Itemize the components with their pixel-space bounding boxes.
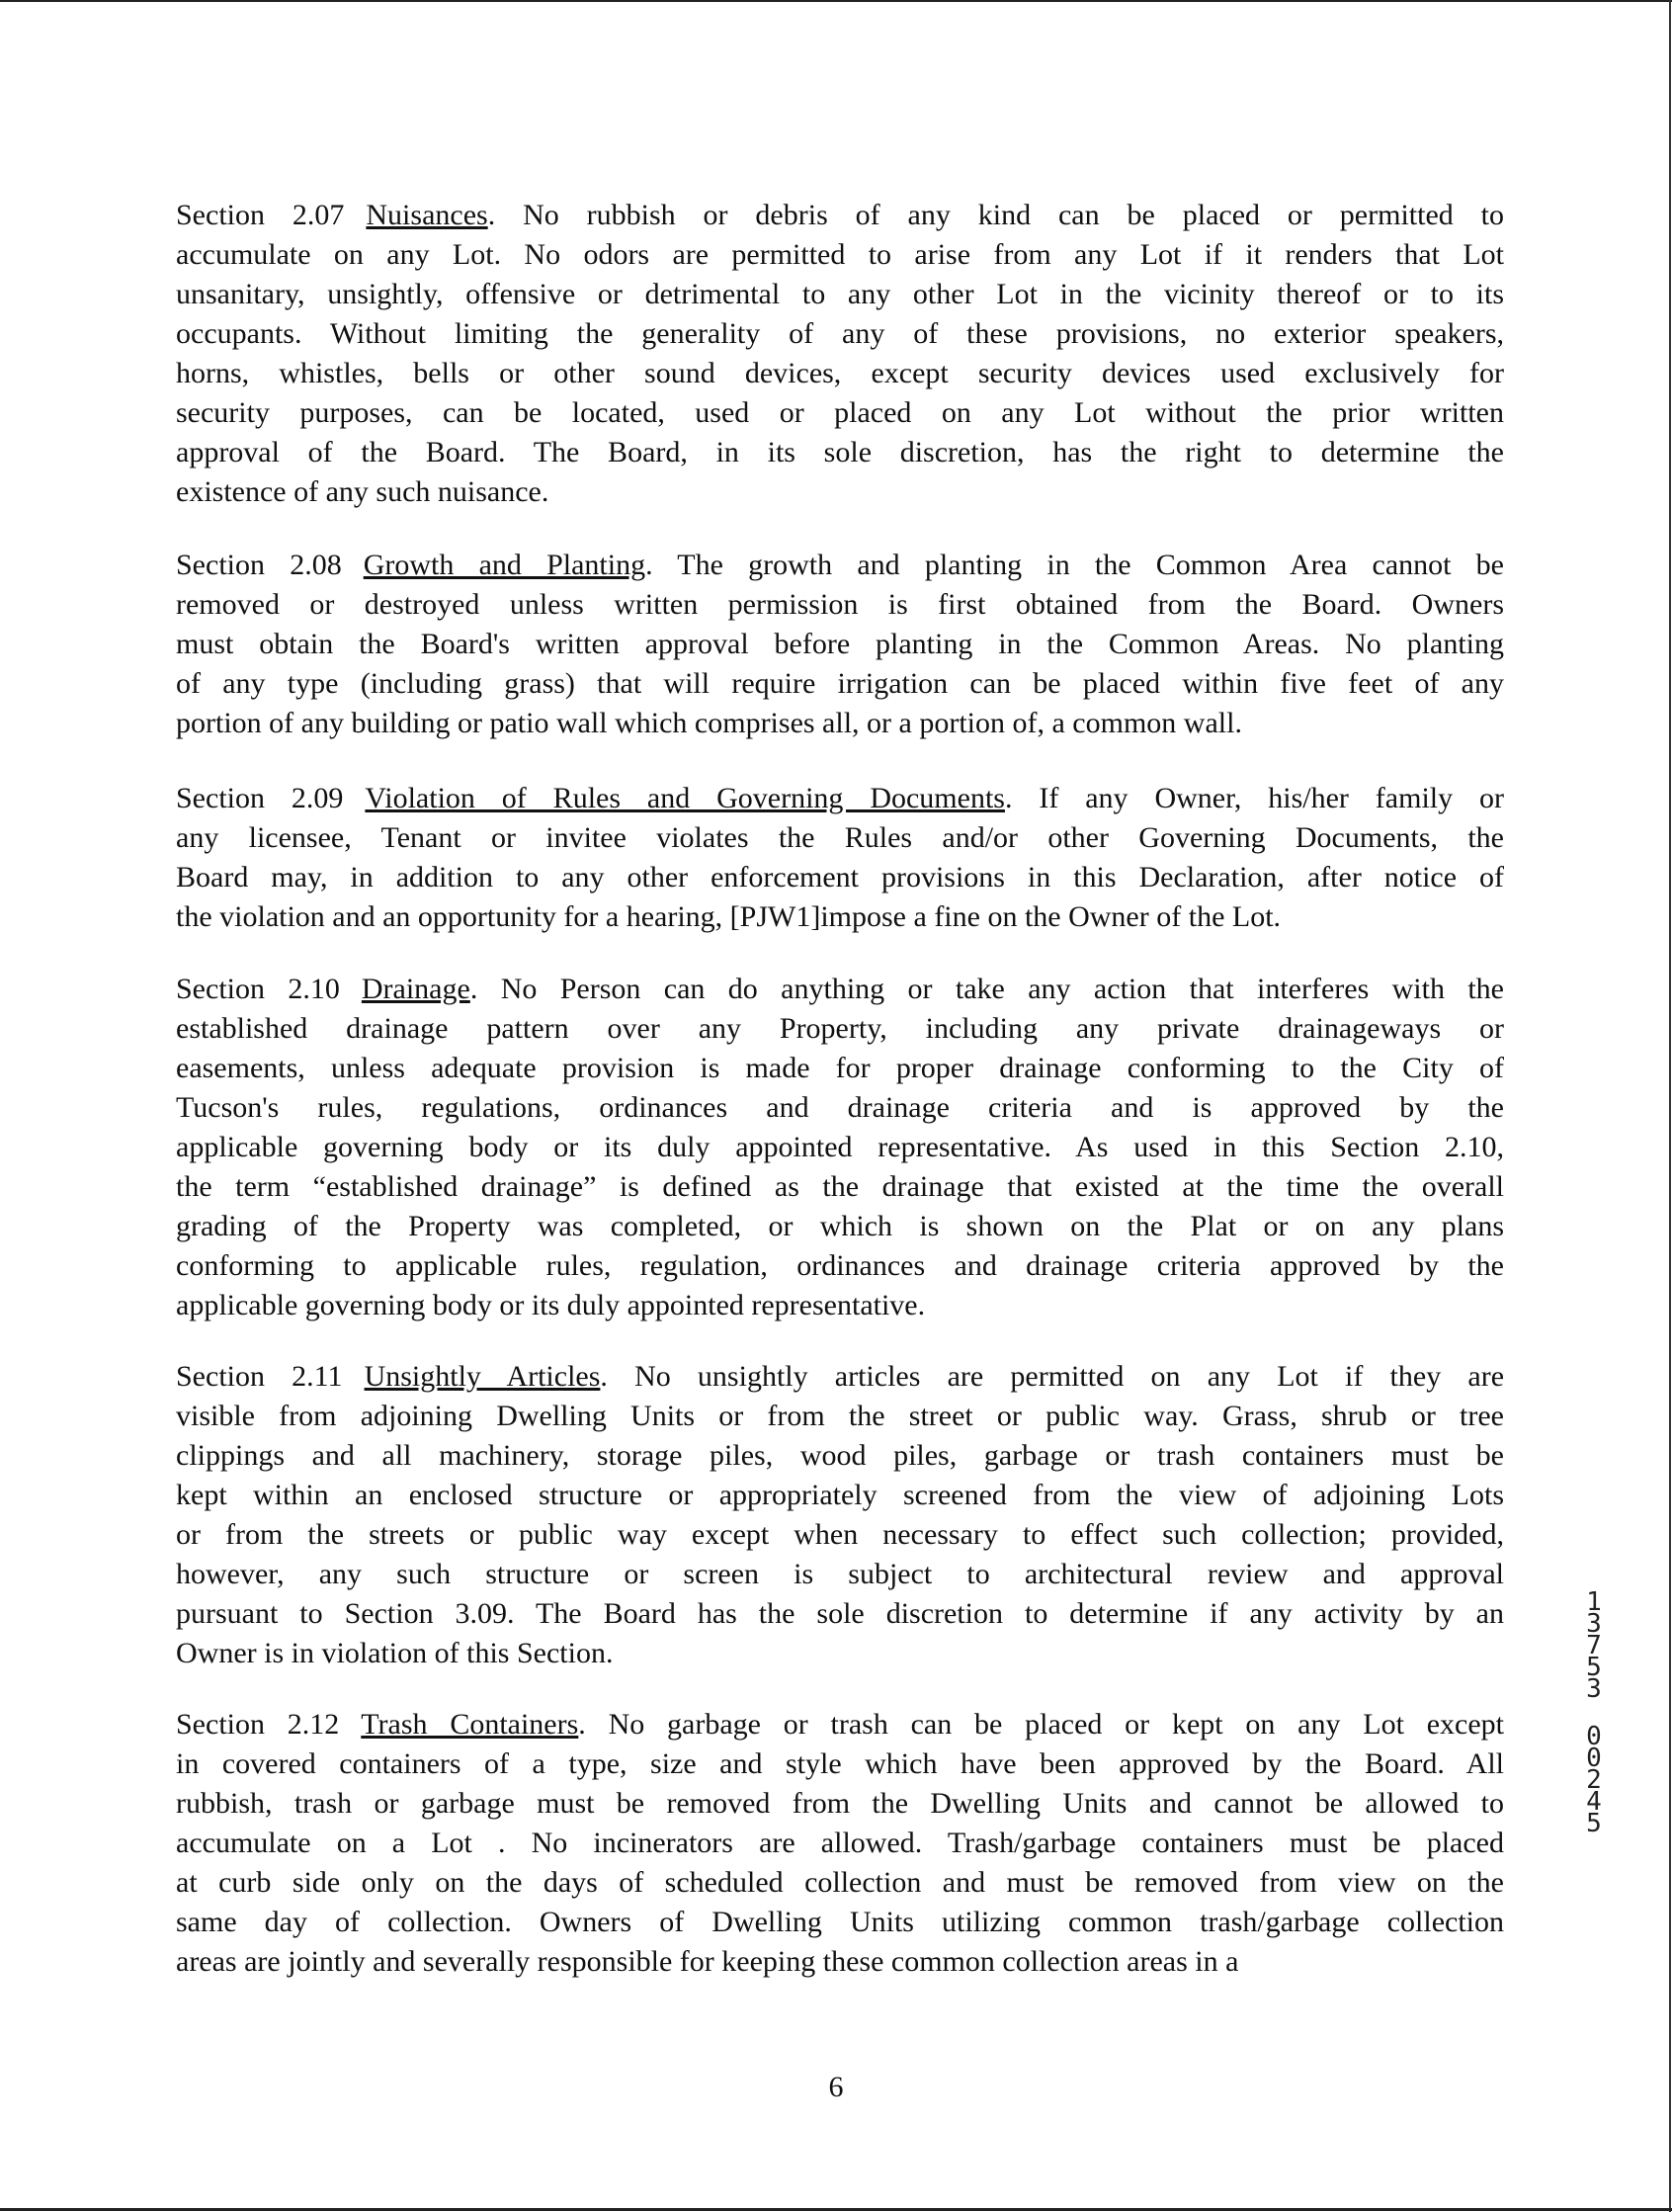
text-line: removed or destroyed unless written permission is first obtained from the Board. Owners	[176, 588, 1504, 621]
scan-top-border	[0, 0, 1672, 2]
section-paragraph	[176, 546, 1504, 743]
text-line: accumulate on any Lot. No odors are permitted to arise from any Lot if it renders that Lot	[176, 238, 1504, 271]
text-line: visible from adjoining Dwelling Units or from the street or public way. Grass, shrub or tree	[176, 1400, 1504, 1432]
text-line: clippings and all machinery, storage piles, wood piles, garbage or trash containers must be	[176, 1439, 1504, 1472]
section-text: . The growth and planting in the Common Area cannot be	[645, 549, 1504, 581]
section-number: Section 2.11	[176, 1360, 343, 1393]
section-paragraph	[176, 1357, 1504, 1673]
section-text: . No Person can do anything or take any action that interferes with the	[469, 973, 1504, 1005]
stamp-digit: 5	[1586, 1653, 1602, 1682]
stamp-digit: 0	[1586, 1722, 1602, 1751]
stamp-digit: 5	[1586, 1809, 1602, 1838]
text-line	[176, 1357, 1504, 1397]
text-line: Tucson's rules, regulations, ordinances and drainage criteria and is approved by the	[176, 1091, 1504, 1124]
section-number: Section 2.08	[176, 549, 342, 581]
stamp-digit: 0	[1586, 1744, 1602, 1773]
text-line: unsanitary, unsightly, offensive or detrimental to any other Lot in the vicinity thereof or to its	[176, 278, 1504, 310]
recording-stamp	[1579, 1587, 1609, 1838]
section-number: Section 2.09	[176, 782, 344, 814]
text-line: approval of the Board. The Board, in its sole discretion, has the right to determine the	[176, 436, 1504, 468]
section-number: Section 2.07	[176, 199, 345, 231]
section-text: . No rubbish or debris of any kind can be placed or permitted to	[487, 199, 1504, 231]
section-title: Unsightly Articles	[364, 1360, 601, 1393]
scan-bottom-border	[0, 2208, 1672, 2211]
text-line: Owner is in violation of this Section.	[176, 1637, 614, 1669]
text-line: the term “established drainage” is defined as the drainage that existed at the time the overall	[176, 1170, 1504, 1203]
text-line: of any type (including grass) that will require irrigation can be placed within five feet of any	[176, 667, 1504, 700]
section-text: . If any Owner, his/her family or	[1004, 782, 1505, 814]
text-line: portion of any building or patio wall which comprises all, or a portion of, a common wall.	[176, 707, 1242, 739]
text-line: established drainage pattern over any Property, including any private drainageways or	[176, 1012, 1504, 1045]
section-title: Nuisances	[366, 199, 488, 231]
stamp-digit: 7	[1586, 1631, 1602, 1660]
section-number: Section 2.10	[176, 973, 340, 1005]
text-line: easements, unless adequate provision is made for proper drainage conforming to the City of	[176, 1052, 1504, 1084]
section-text: . No garbage or trash can be placed or kept on any Lot except	[578, 1708, 1504, 1741]
text-line: however, any such structure or screen is subject to architectural review and approval	[176, 1558, 1504, 1590]
text-line: grading of the Property was completed, or which is shown on the Plat or on any plans	[176, 1210, 1504, 1242]
text-line: security purposes, can be located, used or placed on any Lot without the prior written	[176, 396, 1504, 429]
text-line: or from the streets or public way except when necessary to effect such collection; provided,	[176, 1518, 1504, 1551]
text-line: existence of any such nuisance.	[176, 475, 549, 508]
text-line: at curb side only on the days of scheduled collection and must be removed from view on the	[176, 1866, 1504, 1899]
section-paragraph	[176, 779, 1504, 937]
section-title: Trash Containers	[361, 1708, 579, 1741]
text-line	[176, 779, 1504, 818]
text-line: pursuant to Section 3.09. The Board has the sole discretion to determine if any activity by an	[176, 1597, 1504, 1630]
text-line: must obtain the Board's written approval before planting in the Common Areas. No planting	[176, 628, 1504, 660]
text-line: horns, whistles, bells or other sound devices, except security devices used exclusively for	[176, 357, 1504, 389]
text-line	[176, 970, 1504, 1009]
section-paragraph	[176, 970, 1504, 1325]
text-line: kept within an enclosed structure or appropriately screened from the view of adjoining Lots	[176, 1479, 1504, 1511]
text-line: applicable governing body or its duly appointed representative.	[176, 1289, 926, 1321]
page-number: 6	[828, 2071, 844, 2103]
stamp-digit: 2	[1586, 1765, 1602, 1795]
section-number: Section 2.12	[176, 1708, 340, 1741]
text-line: in covered containers of a type, size and style which have been approved by the Board. All	[176, 1747, 1504, 1780]
section-title: Growth and Planting	[363, 549, 646, 581]
scan-right-border	[1669, 0, 1671, 2212]
stamp-digit: 3	[1586, 1674, 1602, 1704]
text-line: rubbish, trash or garbage must be removed from the Dwelling Units and cannot be allowed to	[176, 1787, 1504, 1820]
text-line: same day of collection. Owners of Dwelling Units utilizing common trash/garbage collection	[176, 1906, 1504, 1938]
text-line: accumulate on a Lot . No incinerators are allowed. Trash/garbage containers must be placed	[176, 1827, 1504, 1859]
text-line: applicable governing body or its duly appointed representative. As used in this Section 2.10,	[176, 1131, 1504, 1163]
stamp-digit: 3	[1586, 1609, 1602, 1639]
stamp-digit: 1	[1586, 1587, 1602, 1617]
text-line: Board may, in addition to any other enforcement provisions in this Declaration, after notice of	[176, 861, 1504, 893]
section-text: . No unsightly articles are permitted on any Lot if they are	[600, 1360, 1505, 1393]
text-line: conforming to applicable rules, regulation, ordinances and drainage criteria approved by the	[176, 1249, 1504, 1282]
section-paragraph	[176, 1705, 1504, 1982]
text-line	[176, 196, 1504, 235]
section-title: Violation of Rules and Governing Documents	[365, 782, 1005, 814]
text-line: any licensee, Tenant or invitee violates the Rules and/or other Governing Documents, the	[176, 821, 1504, 854]
stamp-digit: 4	[1586, 1787, 1602, 1817]
text-line	[176, 546, 1504, 585]
section-paragraph	[176, 196, 1504, 512]
text-line	[176, 1705, 1504, 1744]
section-title: Drainage	[361, 973, 470, 1005]
text-line: areas are jointly and severally responsible for keeping these common collection areas in a	[176, 1945, 1239, 1978]
text-line: occupants. Without limiting the generality of any of these provisions, no exterior speakers,	[176, 317, 1504, 350]
text-line: the violation and an opportunity for a hearing, [PJW1]impose a fine on the Owner of the Lot.	[176, 900, 1282, 933]
